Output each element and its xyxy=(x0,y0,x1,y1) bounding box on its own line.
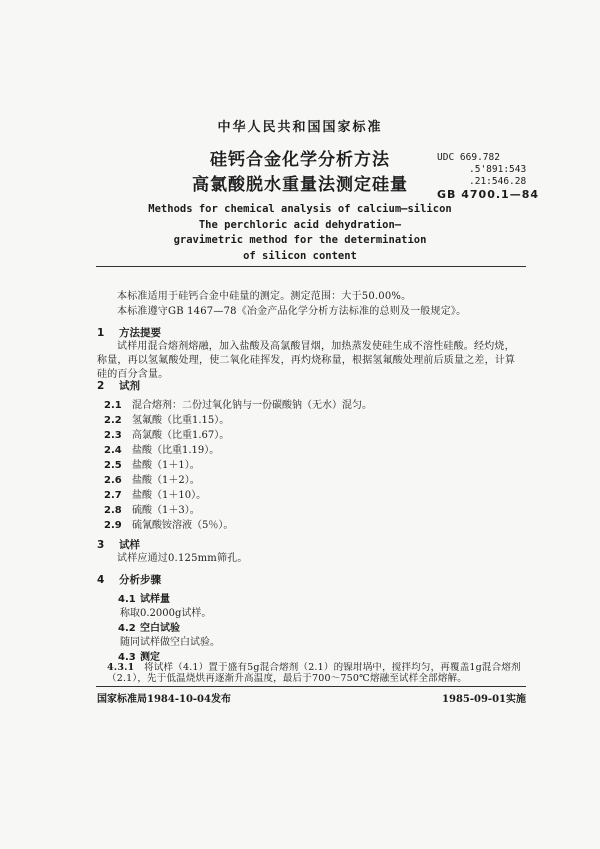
reagent-item: 2.3 高氯酸（比重1.67）。 xyxy=(104,430,230,441)
section-title: 试剂 xyxy=(119,380,140,392)
section-number: 1 xyxy=(97,327,105,339)
reagent-item: 2.7 盐酸（1＋10）。 xyxy=(104,490,207,501)
section-title: 分析步骤 xyxy=(119,574,161,586)
reagent-item: 2.2 氢氟酸（比重1.15）。 xyxy=(104,415,230,426)
footer-divider xyxy=(96,686,526,687)
reagent-item: 2.8 硫酸（1＋3）。 xyxy=(104,505,200,516)
section-heading-1 xyxy=(97,325,161,340)
reagent-item: 2.9 硫氰酸铵溶液（5％）。 xyxy=(104,520,234,531)
udc-line-2: .5'891:543 xyxy=(469,164,527,175)
english-title-line: of silicon content xyxy=(243,249,357,262)
english-title-line: Methods for chemical analysis of calcium–silicon xyxy=(148,203,452,215)
subsection-4-2: 4.2 空白试验 xyxy=(118,623,180,634)
section-heading-3 xyxy=(97,537,140,552)
subsection-4-1: 4.1 试样量 xyxy=(118,594,170,605)
step-4-3-1 xyxy=(97,662,523,684)
step-number: 4.3.1 xyxy=(107,662,135,673)
udc-classification xyxy=(437,152,526,176)
section-3-text: 试样应通过0.125mm筛孔。 xyxy=(117,553,248,564)
subsection-4-2-text: 随同试样做空白试验。 xyxy=(120,637,220,648)
section-number: 3 xyxy=(97,539,105,551)
standard-name: 中华人民共和国国家标准 xyxy=(217,120,383,135)
step-text: 将试样（4.1）置于盛有5g混合熔剂（2.1）的镍坩埚中，搅拌均匀，再覆盖1g混合熔剂（2.1），先于低温烧烘再逐渐升高温度，最后于700～750℃熔融至试样全部熔解。 xyxy=(107,662,521,684)
english-title-line: The perchloric acid dehydration– xyxy=(198,218,402,231)
english-title-line: gravimetric method for the determination xyxy=(173,234,427,246)
subsection-4-3: 4.3 测定 xyxy=(118,652,160,663)
section-number: 4 xyxy=(97,574,105,586)
title-line-1: 硅钙合金化学分析方法 xyxy=(210,150,390,170)
reagent-item: 2.4 盐酸（比重1.19）。 xyxy=(104,445,220,456)
udc-label: UDC xyxy=(437,152,455,163)
section-title: 试样 xyxy=(119,539,140,551)
header-divider xyxy=(96,266,526,267)
section-heading-2 xyxy=(97,378,140,393)
compliance-paragraph: 本标准遵守GB 1467—78《冶金产品化学分析方法标准的总则及一般规定》。 xyxy=(117,306,467,317)
reagent-item: 2.5 盐酸（1＋1）。 xyxy=(104,460,200,471)
issue-date: 国家标准局1984-10-04发布 xyxy=(97,694,231,705)
effective-date: 1985-09-01实施 xyxy=(442,694,526,705)
section-title: 方法提要 xyxy=(119,327,161,339)
english-title xyxy=(100,202,500,264)
title-line-2: 高氯酸脱水重量法测定硅量 xyxy=(192,175,408,195)
gb-number: GB 4700.1—84 xyxy=(437,188,539,201)
udc-line-1: 669.782 xyxy=(459,152,500,163)
subsection-4-1-text: 称取0.2000g试样。 xyxy=(120,608,212,619)
section-heading-4 xyxy=(97,572,161,587)
reagent-item: 2.6 盐酸（1＋2）。 xyxy=(104,475,200,486)
document-title xyxy=(150,148,450,198)
reagent-item: 2.1 混合熔剂：二份过氧化钠与一份碳酸钠（无水）混匀。 xyxy=(104,400,372,411)
scope-paragraph: 本标准适用于硅钙合金中硅量的测定。测定范围：大于50.00%。 xyxy=(117,291,412,302)
section-1-text: 试样用混合熔剂熔融，加入盐酸及高氯酸冒烟，加热蒸发使硅生成不溶性硅酸。经灼烧，称量，再以氢氟酸处理，使二氧化硅挥发，再灼烧称量，根据氢氟酸处理前后质量之差，计算硅的百分含量。 xyxy=(97,341,516,380)
section-number: 2 xyxy=(97,380,105,392)
udc-line-3: .21:546.28 xyxy=(469,176,527,187)
